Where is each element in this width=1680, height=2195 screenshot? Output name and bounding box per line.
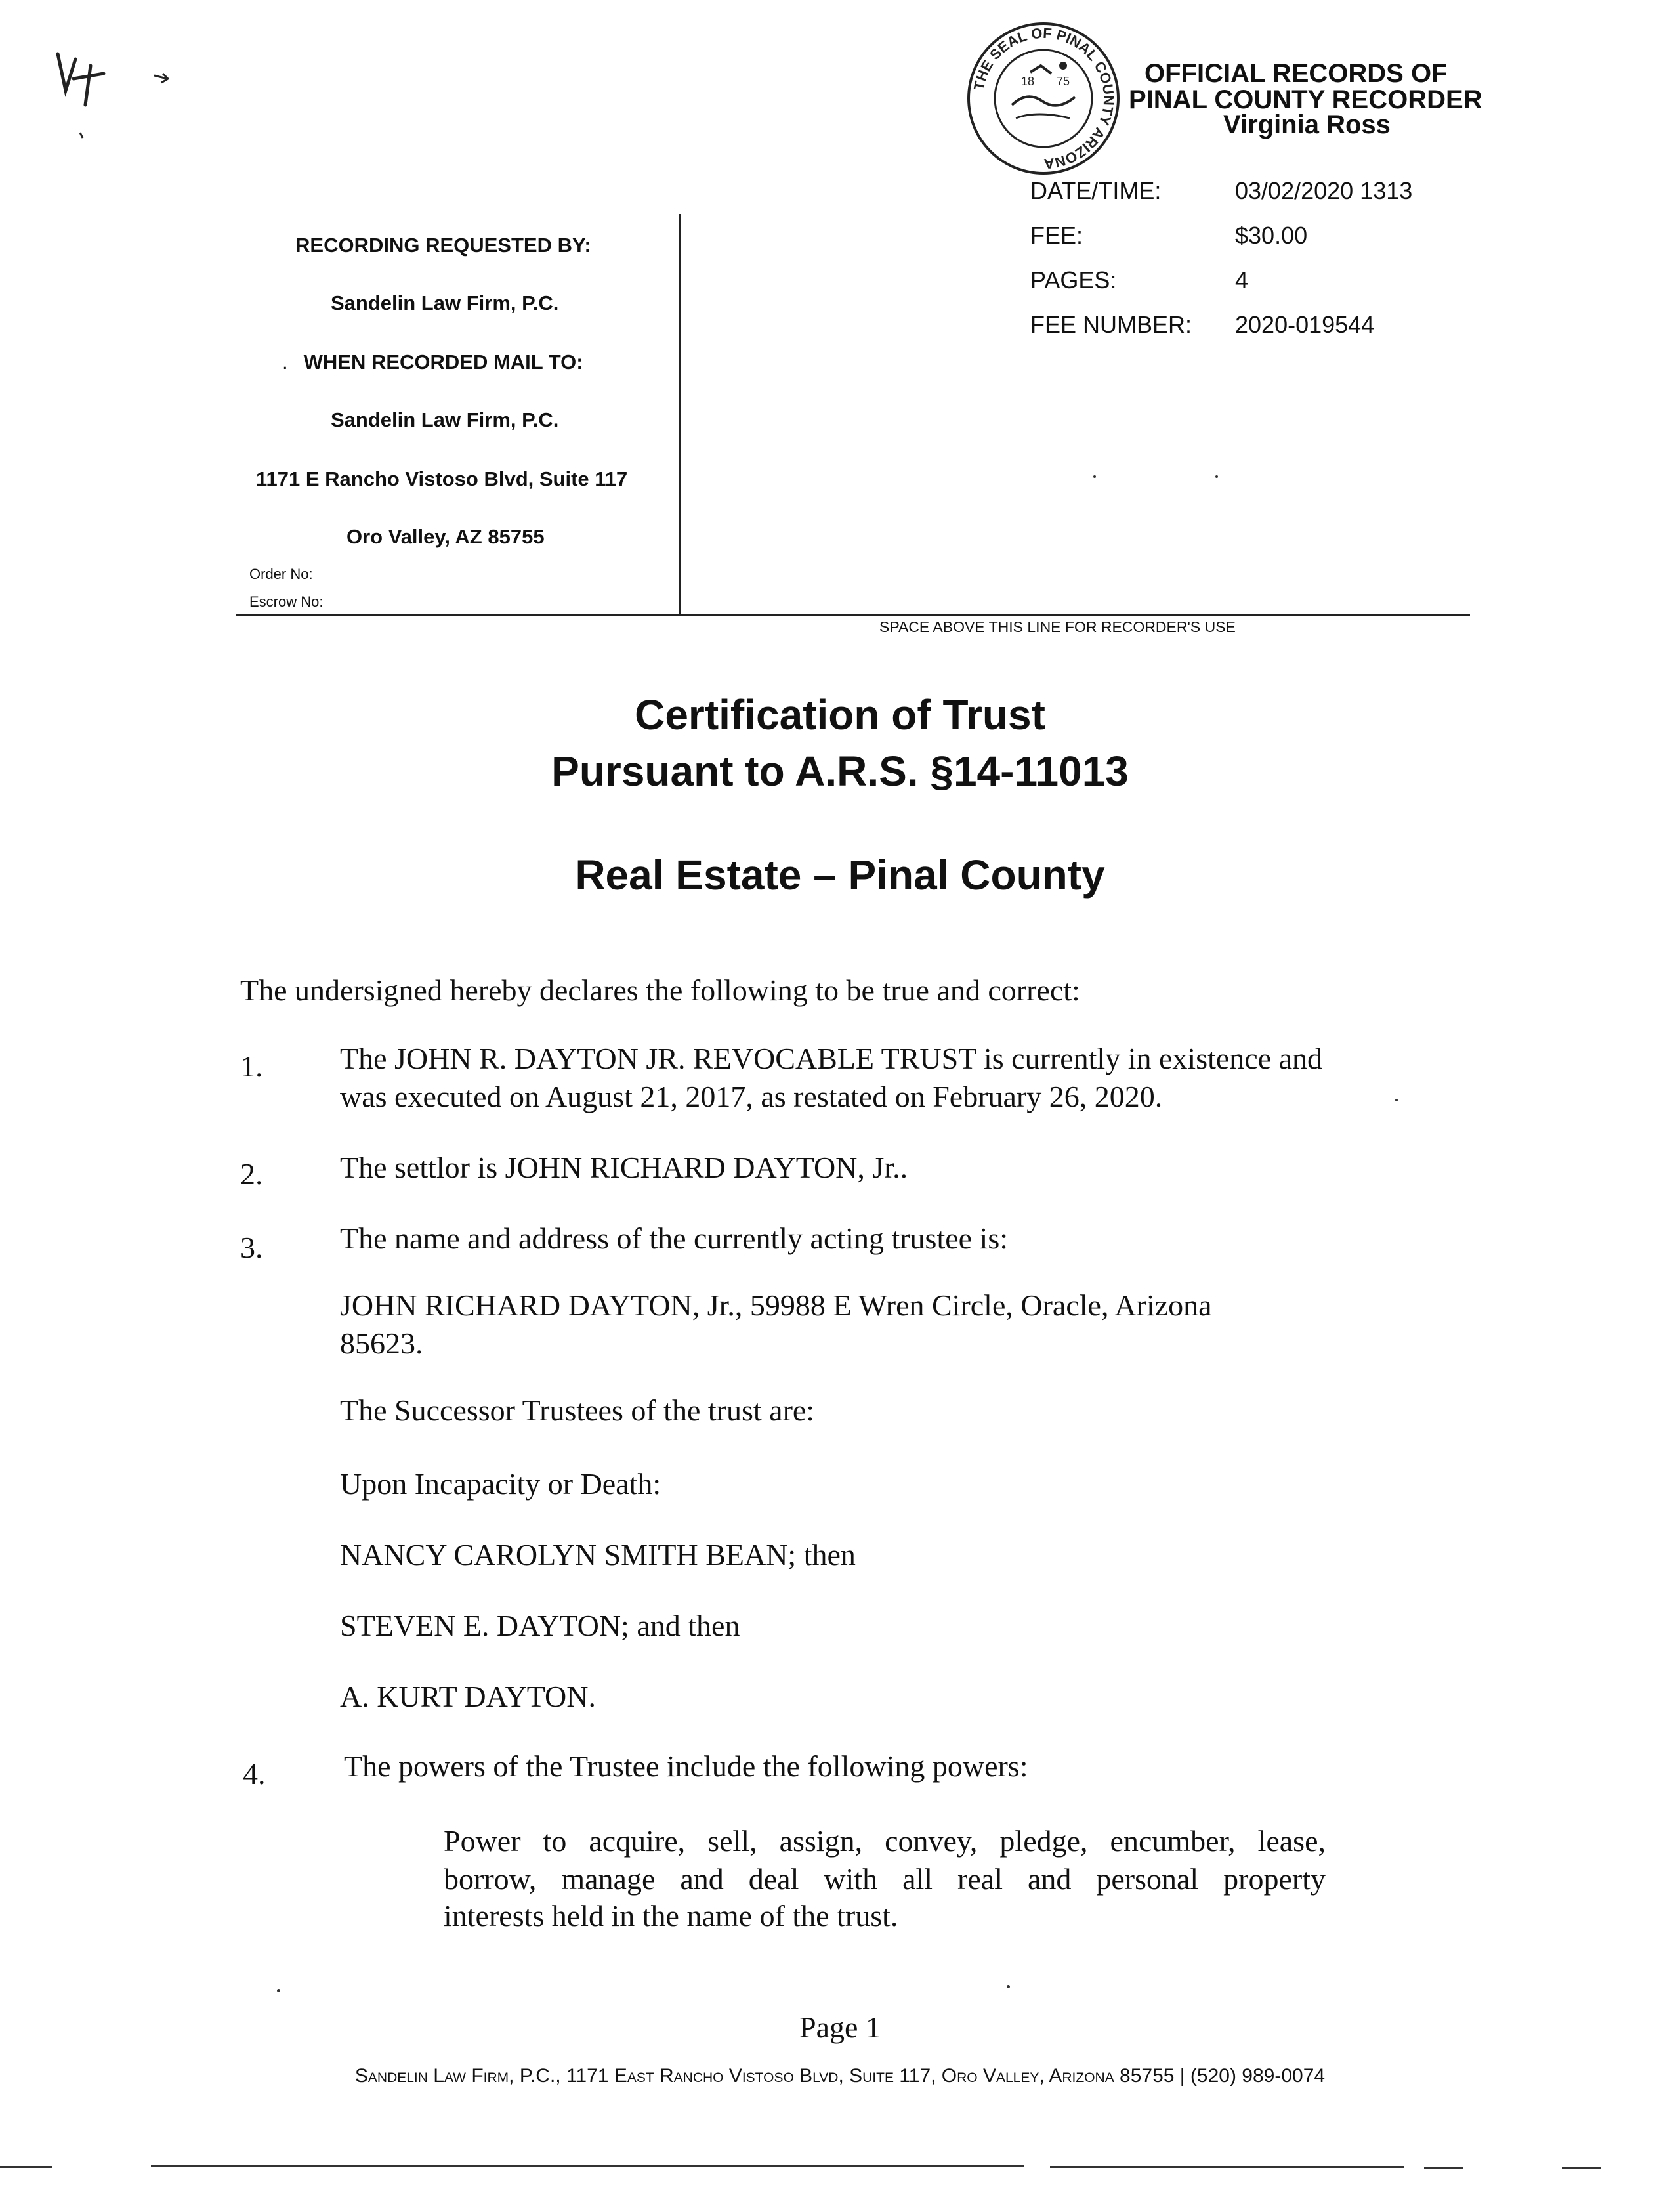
trustee-address-line-2: 85623.: [340, 1327, 423, 1360]
meta-label-fee: FEE:: [1030, 222, 1083, 249]
recording-requested-by: Sandelin Law Firm, P.C.: [331, 291, 559, 314]
item-1-number: 1.: [240, 1050, 263, 1083]
document-title: Certification of Trust: [635, 691, 1045, 738]
scan-dash: [1562, 2167, 1601, 2169]
upon-incapacity-label: Upon Incapacity or Death:: [340, 1467, 662, 1501]
svg-text:THE SEAL OF PINAL COUNTY ARIZO: THE SEAL OF PINAL COUNTY ARIZONA: [970, 24, 1118, 173]
mail-to-street: 1171 E Rancho Vistoso Blvd, Suite 117: [256, 467, 628, 490]
scan-dash: [1424, 2167, 1463, 2169]
scan-speck: [1007, 1985, 1010, 1988]
meta-label-pages: PAGES:: [1030, 266, 1117, 293]
intro-text: The undersigned hereby declares the following to be true and correct:: [240, 973, 1080, 1007]
scan-dash: [0, 2166, 52, 2168]
scan-speck: [1215, 475, 1218, 478]
successor-trustee-3: A. KURT DAYTON.: [340, 1680, 596, 1713]
meta-label-datetime: DATE/TIME:: [1030, 177, 1162, 204]
mail-to-name: Sandelin Law Firm, P.C.: [331, 408, 559, 431]
mail-to-label-text: WHEN RECORDED MAIL TO:: [303, 351, 583, 373]
mail-to-label: . WHEN RECORDED MAIL TO:: [282, 351, 583, 373]
powers-line-2: borrow, manage and deal with all real and personal property: [444, 1862, 1326, 1896]
order-no: Order No:: [249, 566, 313, 582]
item-1-line-1: The JOHN R. DAYTON JR. REVOCABLE TRUST is currently in existence and: [340, 1042, 1323, 1075]
svg-text:18: 18: [1021, 75, 1035, 88]
county-seal-icon: [965, 20, 1122, 177]
powers-line-1: Power to acquire, sell, assign, convey, pledge, encumber, lease,: [444, 1824, 1326, 1858]
mail-to-city: Oro Valley, AZ 85755: [346, 525, 545, 548]
recording-requested-by-label: RECORDING REQUESTED BY:: [295, 234, 591, 257]
document-subtitle: Pursuant to A.R.S. §14-11013: [551, 748, 1129, 795]
scan-dash: [1050, 2166, 1404, 2168]
scan-dash: [151, 2165, 1024, 2167]
scan-speck: [1395, 1099, 1398, 1101]
powers-line-3: interests held in the name of the trust.: [444, 1899, 898, 1932]
recorder-line-2: PINAL COUNTY RECORDER: [1129, 85, 1482, 114]
space-above-note: SPACE ABOVE THIS LINE FOR RECORDER'S USE: [879, 618, 1236, 635]
svg-text:75: 75: [1057, 75, 1070, 88]
law-firm-footer: Sandelin Law Firm, P.C., 1171 East Rancho Vistoso Blvd, Suite 117, Oro Valley, Arizona 85755 | (520) 989-0074: [354, 2065, 1326, 2087]
item-2-text: The settlor is JOHN RICHARD DAYTON, Jr..: [340, 1151, 908, 1184]
trustee-address-line-1: JOHN RICHARD DAYTON, Jr., 59988 E Wren Circle, Oracle, Arizona: [340, 1289, 1212, 1322]
page-number: Page 1: [799, 2011, 881, 2044]
recorder-use-line: [236, 614, 1470, 616]
meta-value-pages: 4: [1235, 266, 1249, 293]
document-section-title: Real Estate – Pinal County: [575, 851, 1105, 899]
item-4-number: 4.: [243, 1757, 266, 1791]
escrow-no: Escrow No:: [249, 593, 324, 610]
recorder-name: Virginia Ross: [1223, 110, 1391, 139]
successor-trustees-label: The Successor Trustees of the trust are:: [340, 1394, 815, 1427]
item-4-text: The powers of the Trustee include the following powers:: [344, 1749, 1028, 1783]
successor-trustee-2: STEVEN E. DAYTON; and then: [340, 1609, 740, 1642]
vertical-divider: [679, 214, 681, 614]
meta-label-fee-number: FEE NUMBER:: [1030, 311, 1192, 338]
successor-trustee-1: NANCY CAROLYN SMITH BEAN; then: [340, 1538, 856, 1571]
meta-value-fee-number: 2020-019544: [1235, 311, 1375, 338]
item-1-line-2: was executed on August 21, 2017, as restated on February 26, 2020.: [340, 1080, 1163, 1113]
scan-speck: [1093, 475, 1096, 478]
scan-speck: [277, 1989, 280, 1992]
recorder-line-1: OFFICIAL RECORDS OF: [1144, 59, 1448, 88]
item-3-number: 3.: [240, 1231, 263, 1264]
meta-value-datetime: 03/02/2020 1313: [1235, 177, 1413, 204]
item-2-number: 2.: [240, 1157, 263, 1191]
meta-value-fee: $30.00: [1235, 222, 1308, 249]
item-3-text: The name and address of the currently acting trustee is:: [340, 1222, 1009, 1255]
handwritten-mark-icon: [39, 39, 197, 151]
